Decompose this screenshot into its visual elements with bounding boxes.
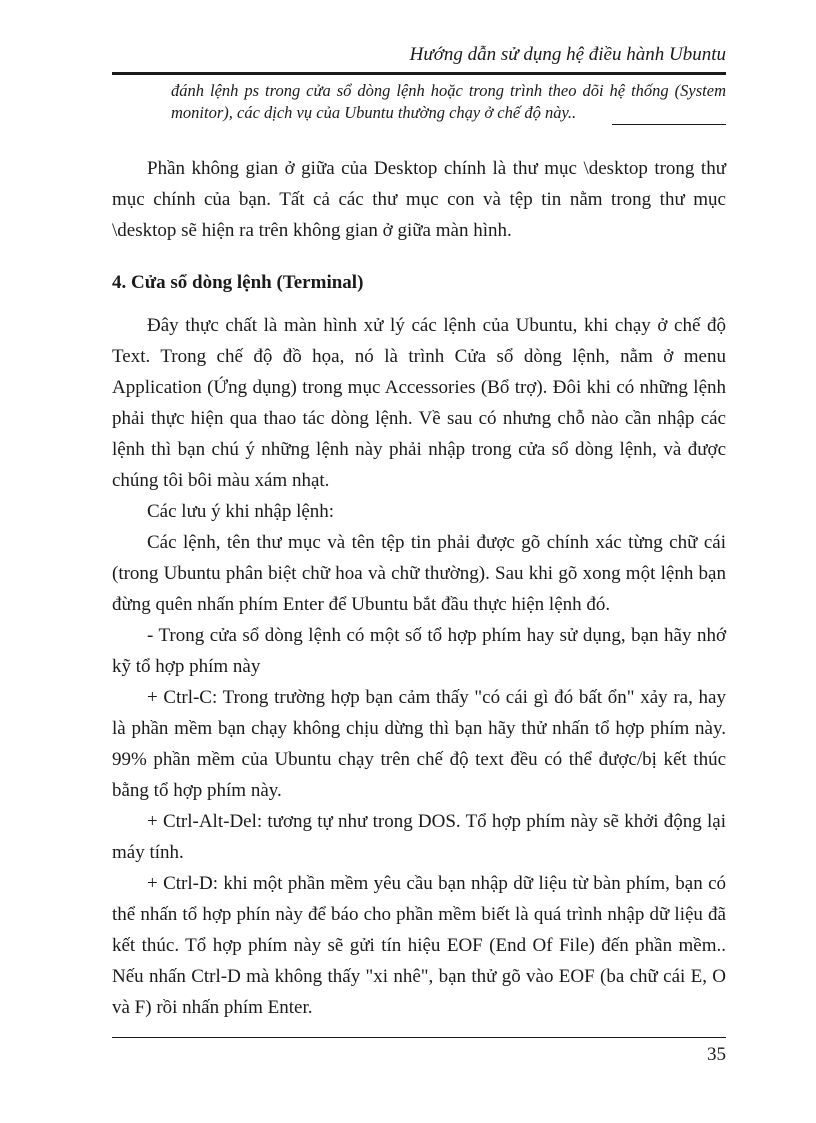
header-rule [112, 72, 726, 75]
paragraph-notes-intro: Các lưu ý khi nhập lệnh: [147, 501, 335, 522]
continued-footnote: đánh lệnh ps trong cửa sổ dòng lệnh hoặc trong trình theo dõi hệ thống (System monitor), các dịch vụ của Ubuntu thường chạy ở chế độ này.. [171, 81, 726, 122]
section-body [112, 310, 726, 1023]
footnote-rule [612, 124, 726, 125]
page-number: 35 [707, 1044, 726, 1065]
running-header: Hướng dẫn sử dụng hệ điều hành Ubuntu [409, 44, 726, 65]
paragraph-shortcuts-intro: - Trong cửa sổ dòng lệnh có một số tổ hợp phím hay sử dụng, bạn hãy nhớ kỹ tổ hợp phím này [112, 625, 726, 677]
paragraph-ctrl-c: + Ctrl-C: Trong trường hợp bạn cảm thấy "có cái gì đó bất ổn" xảy ra, hay là phần mềm bạn chạy không chịu dừng thì bạn hãy thử nhấn tổ hợp phím này. 99% phần mềm của Ubuntu chạy trên chế độ text đều có thể được/bị kết thúc bằng tổ hợp phím này. [112, 687, 726, 801]
intro-block [112, 153, 726, 246]
section-heading: 4. Cửa sổ dòng lệnh (Terminal) [112, 272, 364, 293]
footer-rule [112, 1037, 726, 1038]
paragraph-case-sensitivity: Các lệnh, tên thư mục và tên tệp tin phải được gõ chính xác từng chữ cái (trong Ubuntu phân biệt chữ hoa và chữ thường). Sau khi gõ xong một lệnh bạn đừng quên nhấn phím Enter để Ubuntu bắt đầu thực hiện lệnh đó. [112, 532, 726, 615]
paragraph-terminal-description: Đây thực chất là màn hình xử lý các lệnh của Ubuntu, khi chạy ở chế độ Text. Trong chế độ đồ họa, nó là trình Cửa sổ dòng lệnh, nằm ở menu Application (Ứng dụng) trong mục Accessories (Bổ trợ). Đôi khi có những lệnh phải thực hiện qua thao tác dòng lệnh. Về sau có nhưng chỗ nào cần nhập các lệnh thì bạn chú ý những lệnh này phải nhập trong cửa sổ dòng lệnh, và được chúng tôi bôi màu xám nhạt. [112, 315, 726, 491]
paragraph-ctrl-d: + Ctrl-D: khi một phần mềm yêu cầu bạn nhập dữ liệu từ bàn phím, bạn có thể nhấn tổ hợp phín này để báo cho phần mềm biết là quá trình nhập dữ liệu đã kết thúc. Tổ hợp phím này sẽ gửi tín hiệu EOF (End Of File) đến phần mềm.. Nếu nhấn Ctrl-D mà không thấy "xi nhê", bạn thử gõ vào EOF (ba chữ cái E, O và F) rồi nhấn phím Enter. [112, 873, 726, 1018]
intro-paragraph: Phần không gian ở giữa của Desktop chính là thư mục \desktop trong thư mục chính của bạn. Tất cả các thư mục con và tệp tin nằm trong thư mục \desktop sẽ hiện ra trên không gian ở giữa màn hình. [112, 158, 726, 241]
paragraph-ctrl-alt-del: + Ctrl-Alt-Del: tương tự như trong DOS. Tổ hợp phím này sẽ khởi động lại máy tính. [112, 811, 726, 863]
